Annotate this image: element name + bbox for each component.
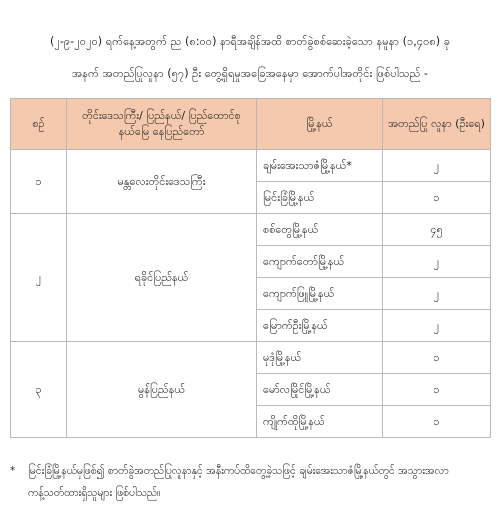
- township-name: မုဒုံမြို့နယ်: [257, 342, 383, 374]
- header-confirmed-count: အတည်ပြု လူနာ (ဦးရေ): [383, 99, 491, 150]
- cases-table: [10, 98, 491, 438]
- footnote-text: မြင်းခြံမြို့နယ်မှဖြစ်၍ စာတ်ခွဲအတည်ပြုလူနာနှင့် အနီးကပ်ထိတွေ့ခဲ့သဖြင့် ချမ်းအေးသာဇံမြို့နယ်တွင် အသွားအလာကန့်သတ်ထားရှိသူများ ဖြစ်ပါသည်။: [28, 465, 449, 499]
- case-count: ၂: [383, 150, 491, 182]
- header-number: စဉ်: [11, 99, 67, 150]
- case-count: ၁: [383, 342, 491, 374]
- footnote: [10, 460, 482, 504]
- case-count: ၁: [383, 182, 491, 214]
- intro-line-2: အနက် အတည်ပြုလူနာ (၅၇) ဦး တွေ့ရှိရမှုအခြေအနေမှာ အောက်ပါအတိုင်း ဖြစ်ပါသည် -: [72, 67, 428, 80]
- table-row: [11, 342, 491, 374]
- township-name: မော်လမြိုင်မြို့နယ်: [257, 374, 383, 406]
- footnote-asterisk: *: [10, 465, 16, 477]
- case-count: ၁: [383, 374, 491, 406]
- township-name: မြင်းခြံမြို့နယ်: [257, 182, 383, 214]
- township-name: မြောက်ဦးမြို့နယ်: [257, 310, 383, 342]
- township-name: ကျိုက်ထိုမြို့နယ်: [257, 406, 383, 438]
- header-region: တိုင်းဒေသကြီး/ ပြည်နယ်/ ပြည်ထောင်စုနယ်မြေ နေပြည်တော်: [67, 99, 257, 150]
- table-row: [11, 214, 491, 246]
- region-name: ရခိုင်ပြည်နယ်: [67, 214, 257, 342]
- row-number: ၂: [11, 214, 67, 342]
- row-number: ၃: [11, 342, 67, 438]
- township-name: ချမ်းအေးသာဇံမြို့နယ်*: [257, 150, 383, 182]
- header-township: မြို့နယ်: [257, 99, 383, 150]
- case-count: ၂: [383, 246, 491, 278]
- case-count: ၂: [383, 310, 491, 342]
- township-name: ကျောက်ဖြူမြို့နယ်: [257, 278, 383, 310]
- table-header-row: [11, 99, 491, 150]
- row-number: ၁: [11, 150, 67, 214]
- township-name: ကျောက်တော်မြို့နယ်: [257, 246, 383, 278]
- case-count: ၁: [383, 406, 491, 438]
- intro-line-1: (၂-၉-၂၀၂၀) ရက်နေ့အတွက် ည (၈:၀၀) နာရီအချိန်အထိ စာတ်ခွဲစစ်ဆေးခဲ့သော နမူနာ (၁,၄၀၈) ခု: [49, 35, 450, 48]
- region-name: မန္တလေးတိုင်းဒေသကြီး: [67, 150, 257, 214]
- region-name: မွန်ပြည်နယ်: [67, 342, 257, 438]
- case-count: ၂: [383, 278, 491, 310]
- case-count: ၄၅: [383, 214, 491, 246]
- table-row: [11, 150, 491, 182]
- township-name: စစ်တွေမြို့နယ်: [257, 214, 383, 246]
- intro-paragraph: [14, 26, 486, 90]
